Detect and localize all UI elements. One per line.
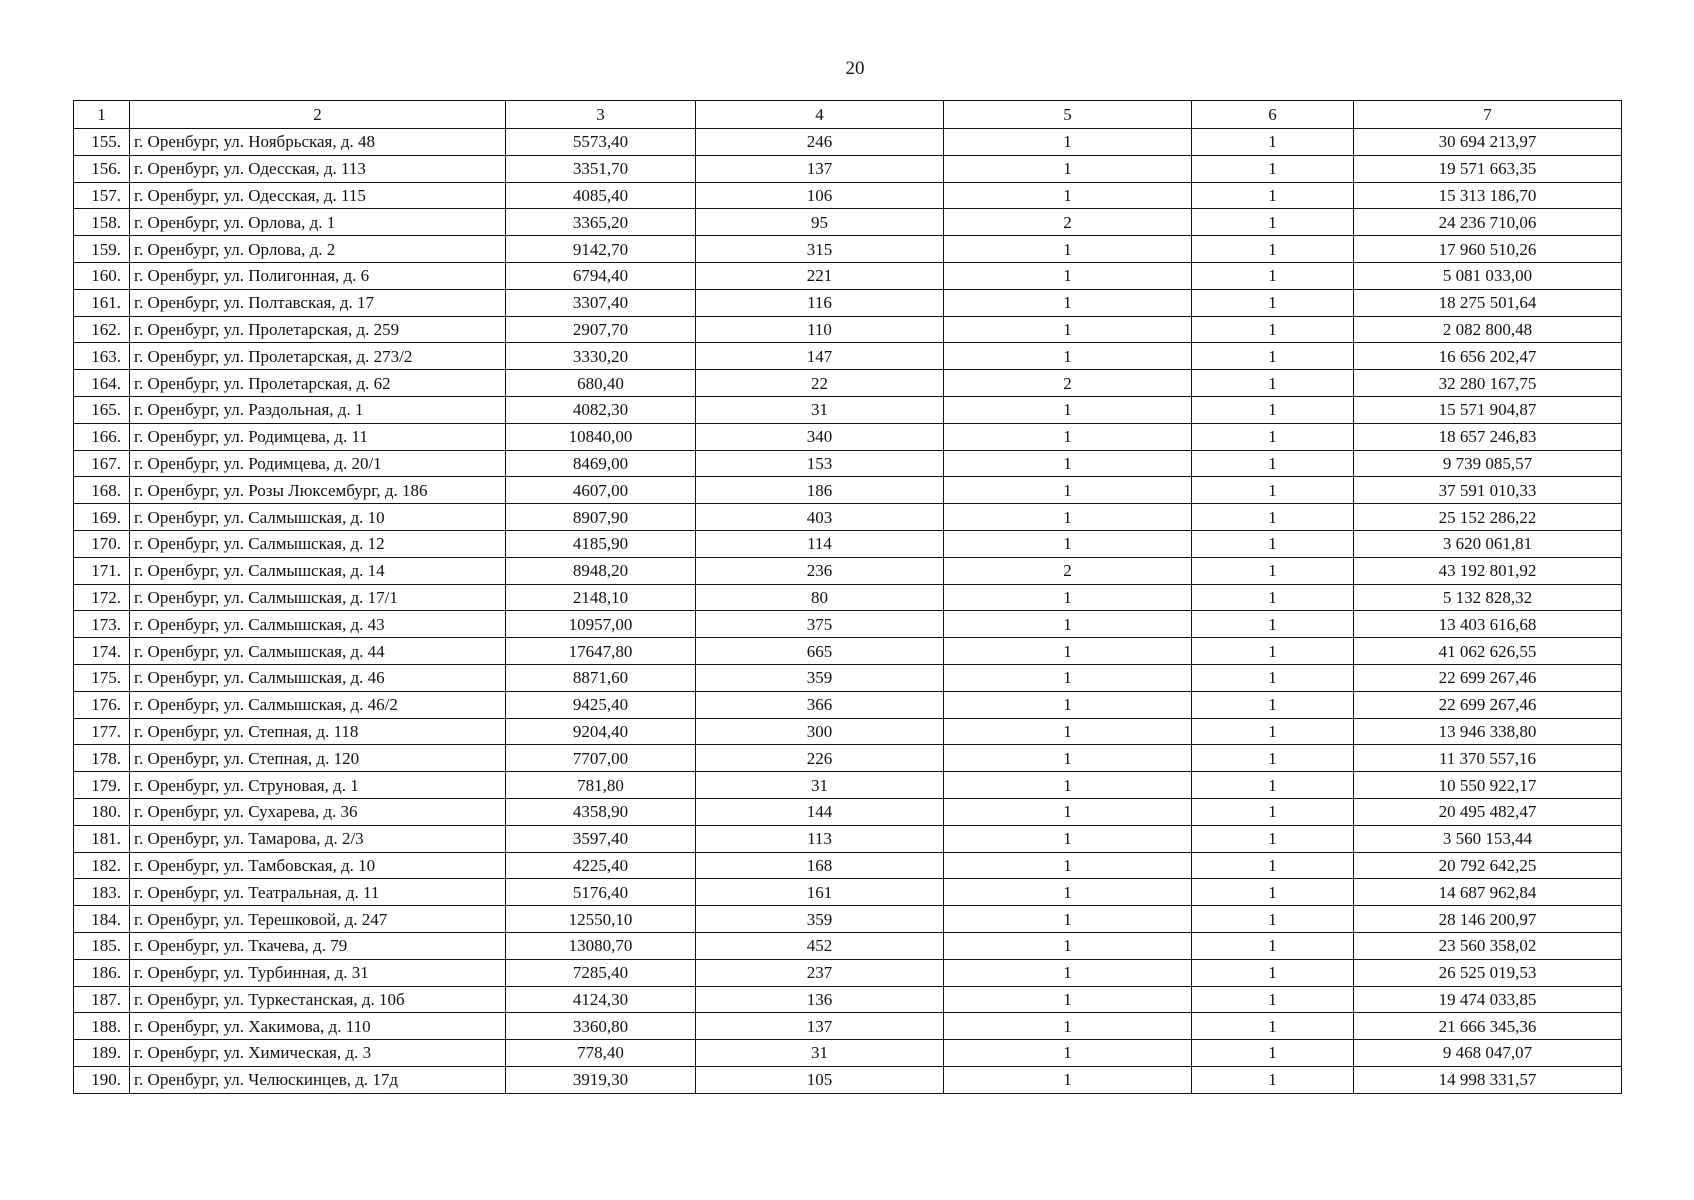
col5-cell: 1: [944, 798, 1192, 825]
area-cell: 3365,20: [506, 209, 696, 236]
residents-cell: 153: [696, 450, 944, 477]
row-number-cell: 181.: [74, 825, 130, 852]
address-cell: г. Оренбург, ул. Ткачева, д. 79: [130, 932, 506, 959]
table-row: [74, 396, 1622, 423]
col6-cell: 1: [1192, 932, 1354, 959]
col5-cell: 1: [944, 986, 1192, 1013]
area-cell: 4225,40: [506, 852, 696, 879]
row-number-cell: 182.: [74, 852, 130, 879]
col6-cell: 1: [1192, 182, 1354, 209]
table-row: [74, 986, 1622, 1013]
area-cell: 10840,00: [506, 423, 696, 450]
col5-cell: 1: [944, 129, 1192, 156]
area-cell: 680,40: [506, 370, 696, 397]
row-number-cell: 155.: [74, 129, 130, 156]
col5-cell: 1: [944, 450, 1192, 477]
area-cell: 8871,60: [506, 664, 696, 691]
row-number-cell: 165.: [74, 396, 130, 423]
row-number-cell: 174.: [74, 638, 130, 665]
amount-cell: 20 495 482,47: [1354, 798, 1622, 825]
amount-cell: 41 062 626,55: [1354, 638, 1622, 665]
row-number-cell: 173.: [74, 611, 130, 638]
residents-cell: 186: [696, 477, 944, 504]
area-cell: 3919,30: [506, 1066, 696, 1093]
col5-cell: 1: [944, 745, 1192, 772]
area-cell: 778,40: [506, 1040, 696, 1067]
table-row: [74, 1040, 1622, 1067]
address-cell: г. Оренбург, ул. Пролетарская, д. 273/2: [130, 343, 506, 370]
col5-cell: 1: [944, 959, 1192, 986]
area-cell: 4607,00: [506, 477, 696, 504]
col5-cell: 1: [944, 879, 1192, 906]
col6-cell: 1: [1192, 504, 1354, 531]
address-cell: г. Оренбург, ул. Ноябрьская, д. 48: [130, 129, 506, 156]
residents-cell: 375: [696, 611, 944, 638]
address-cell: г. Оренбург, ул. Тамарова, д. 2/3: [130, 825, 506, 852]
residents-cell: 237: [696, 959, 944, 986]
amount-cell: 20 792 642,25: [1354, 852, 1622, 879]
col5-cell: 1: [944, 236, 1192, 263]
col5-cell: 1: [944, 638, 1192, 665]
table-row: [74, 155, 1622, 182]
row-number-cell: 180.: [74, 798, 130, 825]
table-row: [74, 638, 1622, 665]
col6-cell: 1: [1192, 289, 1354, 316]
amount-cell: 19 571 663,35: [1354, 155, 1622, 182]
col6-cell: 1: [1192, 959, 1354, 986]
area-cell: 3330,20: [506, 343, 696, 370]
area-cell: 9204,40: [506, 718, 696, 745]
table-row: [74, 1066, 1622, 1093]
residents-cell: 665: [696, 638, 944, 665]
row-number-cell: 175.: [74, 664, 130, 691]
address-cell: г. Оренбург, ул. Салмышская, д. 43: [130, 611, 506, 638]
table-row: [74, 879, 1622, 906]
col6-cell: 1: [1192, 986, 1354, 1013]
amount-cell: 13 946 338,80: [1354, 718, 1622, 745]
column-header-7: 7: [1354, 101, 1622, 129]
col6-cell: 1: [1192, 638, 1354, 665]
table-row: [74, 664, 1622, 691]
address-cell: г. Оренбург, ул. Розы Люксембург, д. 186: [130, 477, 506, 504]
address-cell: г. Оренбург, ул. Одесская, д. 113: [130, 155, 506, 182]
residents-cell: 31: [696, 1040, 944, 1067]
table-row: [74, 209, 1622, 236]
column-header-3: 3: [506, 101, 696, 129]
address-cell: г. Оренбург, ул. Салмышская, д. 46: [130, 664, 506, 691]
col5-cell: 1: [944, 182, 1192, 209]
address-cell: г. Оренбург, ул. Сухарева, д. 36: [130, 798, 506, 825]
residents-cell: 366: [696, 691, 944, 718]
amount-cell: 30 694 213,97: [1354, 129, 1622, 156]
table-row: [74, 530, 1622, 557]
area-cell: 3597,40: [506, 825, 696, 852]
address-cell: г. Оренбург, ул. Терешковой, д. 247: [130, 906, 506, 933]
area-cell: 781,80: [506, 772, 696, 799]
residents-cell: 136: [696, 986, 944, 1013]
row-number-cell: 158.: [74, 209, 130, 236]
residents-cell: 168: [696, 852, 944, 879]
table-row: [74, 691, 1622, 718]
table-row: [74, 906, 1622, 933]
address-cell: г. Оренбург, ул. Челюскинцев, д. 17д: [130, 1066, 506, 1093]
col5-cell: 1: [944, 906, 1192, 933]
amount-cell: 9 468 047,07: [1354, 1040, 1622, 1067]
col6-cell: 1: [1192, 316, 1354, 343]
table-row: [74, 718, 1622, 745]
address-cell: г. Оренбург, ул. Салмышская, д. 46/2: [130, 691, 506, 718]
area-cell: 4358,90: [506, 798, 696, 825]
amount-cell: 26 525 019,53: [1354, 959, 1622, 986]
residents-cell: 359: [696, 906, 944, 933]
residents-cell: 95: [696, 209, 944, 236]
col6-cell: 1: [1192, 1013, 1354, 1040]
row-number-cell: 172.: [74, 584, 130, 611]
col5-cell: 1: [944, 396, 1192, 423]
address-cell: г. Оренбург, ул. Полтавская, д. 17: [130, 289, 506, 316]
residents-cell: 340: [696, 423, 944, 450]
address-cell: г. Оренбург, ул. Турбинная, д. 31: [130, 959, 506, 986]
area-cell: 9142,70: [506, 236, 696, 263]
col6-cell: 1: [1192, 396, 1354, 423]
row-number-cell: 169.: [74, 504, 130, 531]
row-number-cell: 189.: [74, 1040, 130, 1067]
table-row: [74, 798, 1622, 825]
address-cell: г. Оренбург, ул. Хакимова, д. 110: [130, 1013, 506, 1040]
address-cell: г. Оренбург, ул. Родимцева, д. 20/1: [130, 450, 506, 477]
residents-cell: 147: [696, 343, 944, 370]
column-header-1: 1: [74, 101, 130, 129]
amount-cell: 13 403 616,68: [1354, 611, 1622, 638]
amount-cell: 18 275 501,64: [1354, 289, 1622, 316]
row-number-cell: 157.: [74, 182, 130, 209]
row-number-cell: 184.: [74, 906, 130, 933]
col5-cell: 1: [944, 155, 1192, 182]
row-number-cell: 159.: [74, 236, 130, 263]
amount-cell: 15 571 904,87: [1354, 396, 1622, 423]
col5-cell: 1: [944, 852, 1192, 879]
table-row: [74, 504, 1622, 531]
residents-cell: 452: [696, 932, 944, 959]
col6-cell: 1: [1192, 423, 1354, 450]
table-row: [74, 557, 1622, 584]
area-cell: 7707,00: [506, 745, 696, 772]
column-header-2: 2: [130, 101, 506, 129]
amount-cell: 28 146 200,97: [1354, 906, 1622, 933]
amount-cell: 32 280 167,75: [1354, 370, 1622, 397]
address-cell: г. Оренбург, ул. Пролетарская, д. 62: [130, 370, 506, 397]
amount-cell: 5 081 033,00: [1354, 262, 1622, 289]
amount-cell: 16 656 202,47: [1354, 343, 1622, 370]
amount-cell: 17 960 510,26: [1354, 236, 1622, 263]
amount-cell: 19 474 033,85: [1354, 986, 1622, 1013]
table-header-row: [74, 101, 1622, 129]
residents-cell: 246: [696, 129, 944, 156]
column-header-5: 5: [944, 101, 1192, 129]
col6-cell: 1: [1192, 906, 1354, 933]
address-cell: г. Оренбург, ул. Орлова, д. 2: [130, 236, 506, 263]
area-cell: 3360,80: [506, 1013, 696, 1040]
col5-cell: 2: [944, 209, 1192, 236]
table-row: [74, 182, 1622, 209]
amount-cell: 21 666 345,36: [1354, 1013, 1622, 1040]
col5-cell: 1: [944, 423, 1192, 450]
address-cell: г. Оренбург, ул. Степная, д. 120: [130, 745, 506, 772]
row-number-cell: 176.: [74, 691, 130, 718]
amount-cell: 5 132 828,32: [1354, 584, 1622, 611]
col5-cell: 1: [944, 1040, 1192, 1067]
col6-cell: 1: [1192, 343, 1354, 370]
page-number: 20: [845, 58, 865, 79]
address-cell: г. Оренбург, ул. Салмышская, д. 44: [130, 638, 506, 665]
amount-cell: 3 620 061,81: [1354, 530, 1622, 557]
row-number-cell: 185.: [74, 932, 130, 959]
area-cell: 10957,00: [506, 611, 696, 638]
residents-cell: 236: [696, 557, 944, 584]
col5-cell: 1: [944, 289, 1192, 316]
table-row: [74, 289, 1622, 316]
residents-cell: 137: [696, 155, 944, 182]
table-row: [74, 745, 1622, 772]
col6-cell: 1: [1192, 584, 1354, 611]
col6-cell: 1: [1192, 129, 1354, 156]
address-cell: г. Оренбург, ул. Тамбовская, д. 10: [130, 852, 506, 879]
col6-cell: 1: [1192, 1066, 1354, 1093]
address-cell: г. Оренбург, ул. Салмышская, д. 10: [130, 504, 506, 531]
col5-cell: 1: [944, 825, 1192, 852]
table-row: [74, 450, 1622, 477]
amount-cell: 3 560 153,44: [1354, 825, 1622, 852]
amount-cell: 22 699 267,46: [1354, 691, 1622, 718]
residents-cell: 80: [696, 584, 944, 611]
area-cell: 13080,70: [506, 932, 696, 959]
area-cell: 4185,90: [506, 530, 696, 557]
column-header-6: 6: [1192, 101, 1354, 129]
address-cell: г. Оренбург, ул. Салмышская, д. 12: [130, 530, 506, 557]
table-body: [74, 129, 1622, 1094]
amount-cell: 9 739 085,57: [1354, 450, 1622, 477]
table-row: [74, 772, 1622, 799]
address-cell: г. Оренбург, ул. Пролетарская, д. 259: [130, 316, 506, 343]
col6-cell: 1: [1192, 236, 1354, 263]
col5-cell: 1: [944, 611, 1192, 638]
row-number-cell: 170.: [74, 530, 130, 557]
table-row: [74, 370, 1622, 397]
col5-cell: 2: [944, 557, 1192, 584]
col5-cell: 1: [944, 316, 1192, 343]
table-row: [74, 262, 1622, 289]
address-cell: г. Оренбург, ул. Степная, д. 118: [130, 718, 506, 745]
col5-cell: 1: [944, 343, 1192, 370]
area-cell: 17647,80: [506, 638, 696, 665]
area-cell: 12550,10: [506, 906, 696, 933]
address-cell: г. Оренбург, ул. Струновая, д. 1: [130, 772, 506, 799]
area-cell: 2907,70: [506, 316, 696, 343]
address-cell: г. Оренбург, ул. Химическая, д. 3: [130, 1040, 506, 1067]
row-number-cell: 187.: [74, 986, 130, 1013]
address-cell: г. Оренбург, ул. Орлова, д. 1: [130, 209, 506, 236]
residents-cell: 31: [696, 772, 944, 799]
col6-cell: 1: [1192, 879, 1354, 906]
amount-cell: 10 550 922,17: [1354, 772, 1622, 799]
amount-cell: 37 591 010,33: [1354, 477, 1622, 504]
area-cell: 5573,40: [506, 129, 696, 156]
amount-cell: 23 560 358,02: [1354, 932, 1622, 959]
row-number-cell: 164.: [74, 370, 130, 397]
col6-cell: 1: [1192, 664, 1354, 691]
row-number-cell: 178.: [74, 745, 130, 772]
row-number-cell: 183.: [74, 879, 130, 906]
col6-cell: 1: [1192, 530, 1354, 557]
residents-cell: 144: [696, 798, 944, 825]
row-number-cell: 156.: [74, 155, 130, 182]
row-number-cell: 162.: [74, 316, 130, 343]
table-row: [74, 959, 1622, 986]
col6-cell: 1: [1192, 611, 1354, 638]
col5-cell: 2: [944, 370, 1192, 397]
table-row: [74, 477, 1622, 504]
col6-cell: 1: [1192, 557, 1354, 584]
residents-cell: 300: [696, 718, 944, 745]
col5-cell: 1: [944, 772, 1192, 799]
col5-cell: 1: [944, 530, 1192, 557]
area-cell: 3307,40: [506, 289, 696, 316]
col6-cell: 1: [1192, 1040, 1354, 1067]
amount-cell: 14 687 962,84: [1354, 879, 1622, 906]
col6-cell: 1: [1192, 477, 1354, 504]
row-number-cell: 161.: [74, 289, 130, 316]
col6-cell: 1: [1192, 798, 1354, 825]
area-cell: 6794,40: [506, 262, 696, 289]
table-row: [74, 1013, 1622, 1040]
col5-cell: 1: [944, 262, 1192, 289]
residents-cell: 114: [696, 530, 944, 557]
row-number-cell: 168.: [74, 477, 130, 504]
col5-cell: 1: [944, 718, 1192, 745]
amount-cell: 11 370 557,16: [1354, 745, 1622, 772]
col6-cell: 1: [1192, 745, 1354, 772]
row-number-cell: 160.: [74, 262, 130, 289]
amount-cell: 18 657 246,83: [1354, 423, 1622, 450]
col6-cell: 1: [1192, 450, 1354, 477]
table-row: [74, 236, 1622, 263]
address-cell: г. Оренбург, ул. Театральная, д. 11: [130, 879, 506, 906]
table-row: [74, 852, 1622, 879]
residents-cell: 113: [696, 825, 944, 852]
address-cell: г. Оренбург, ул. Одесская, д. 115: [130, 182, 506, 209]
col6-cell: 1: [1192, 852, 1354, 879]
amount-cell: 22 699 267,46: [1354, 664, 1622, 691]
area-cell: 4124,30: [506, 986, 696, 1013]
area-cell: 8469,00: [506, 450, 696, 477]
amount-cell: 2 082 800,48: [1354, 316, 1622, 343]
row-number-cell: 167.: [74, 450, 130, 477]
area-cell: 8948,20: [506, 557, 696, 584]
col6-cell: 1: [1192, 825, 1354, 852]
area-cell: 2148,10: [506, 584, 696, 611]
address-cell: г. Оренбург, ул. Полигонная, д. 6: [130, 262, 506, 289]
residents-cell: 221: [696, 262, 944, 289]
row-number-cell: 190.: [74, 1066, 130, 1093]
amount-cell: 15 313 186,70: [1354, 182, 1622, 209]
column-header-4: 4: [696, 101, 944, 129]
address-cell: г. Оренбург, ул. Раздольная, д. 1: [130, 396, 506, 423]
col6-cell: 1: [1192, 155, 1354, 182]
residents-cell: 359: [696, 664, 944, 691]
table-row: [74, 129, 1622, 156]
row-number-cell: 171.: [74, 557, 130, 584]
residents-cell: 161: [696, 879, 944, 906]
amount-cell: 43 192 801,92: [1354, 557, 1622, 584]
residents-cell: 105: [696, 1066, 944, 1093]
residents-cell: 22: [696, 370, 944, 397]
col5-cell: 1: [944, 691, 1192, 718]
col6-cell: 1: [1192, 718, 1354, 745]
col6-cell: 1: [1192, 262, 1354, 289]
col6-cell: 1: [1192, 370, 1354, 397]
row-number-cell: 188.: [74, 1013, 130, 1040]
amount-cell: 25 152 286,22: [1354, 504, 1622, 531]
residents-cell: 110: [696, 316, 944, 343]
address-cell: г. Оренбург, ул. Родимцева, д. 11: [130, 423, 506, 450]
table-row: [74, 423, 1622, 450]
table-row: [74, 932, 1622, 959]
col5-cell: 1: [944, 664, 1192, 691]
table-row: [74, 316, 1622, 343]
table-row: [74, 825, 1622, 852]
residents-cell: 106: [696, 182, 944, 209]
area-cell: 7285,40: [506, 959, 696, 986]
row-number-cell: 163.: [74, 343, 130, 370]
col6-cell: 1: [1192, 209, 1354, 236]
address-cell: г. Оренбург, ул. Туркестанская, д. 10б: [130, 986, 506, 1013]
amount-cell: 24 236 710,06: [1354, 209, 1622, 236]
table-row: [74, 611, 1622, 638]
area-cell: 4082,30: [506, 396, 696, 423]
col5-cell: 1: [944, 932, 1192, 959]
residents-cell: 315: [696, 236, 944, 263]
address-cell: г. Оренбург, ул. Салмышская, д. 14: [130, 557, 506, 584]
table-row: [74, 343, 1622, 370]
col5-cell: 1: [944, 504, 1192, 531]
row-number-cell: 166.: [74, 423, 130, 450]
table-row: [74, 584, 1622, 611]
housing-table: [73, 100, 1622, 1094]
residents-cell: 116: [696, 289, 944, 316]
row-number-cell: 177.: [74, 718, 130, 745]
residents-cell: 403: [696, 504, 944, 531]
col5-cell: 1: [944, 584, 1192, 611]
residents-cell: 226: [696, 745, 944, 772]
address-cell: г. Оренбург, ул. Салмышская, д. 17/1: [130, 584, 506, 611]
area-cell: 5176,40: [506, 879, 696, 906]
row-number-cell: 186.: [74, 959, 130, 986]
col5-cell: 1: [944, 1066, 1192, 1093]
col6-cell: 1: [1192, 772, 1354, 799]
amount-cell: 14 998 331,57: [1354, 1066, 1622, 1093]
residents-cell: 31: [696, 396, 944, 423]
area-cell: 8907,90: [506, 504, 696, 531]
col6-cell: 1: [1192, 691, 1354, 718]
area-cell: 9425,40: [506, 691, 696, 718]
col5-cell: 1: [944, 477, 1192, 504]
residents-cell: 137: [696, 1013, 944, 1040]
row-number-cell: 179.: [74, 772, 130, 799]
area-cell: 4085,40: [506, 182, 696, 209]
col5-cell: 1: [944, 1013, 1192, 1040]
area-cell: 3351,70: [506, 155, 696, 182]
